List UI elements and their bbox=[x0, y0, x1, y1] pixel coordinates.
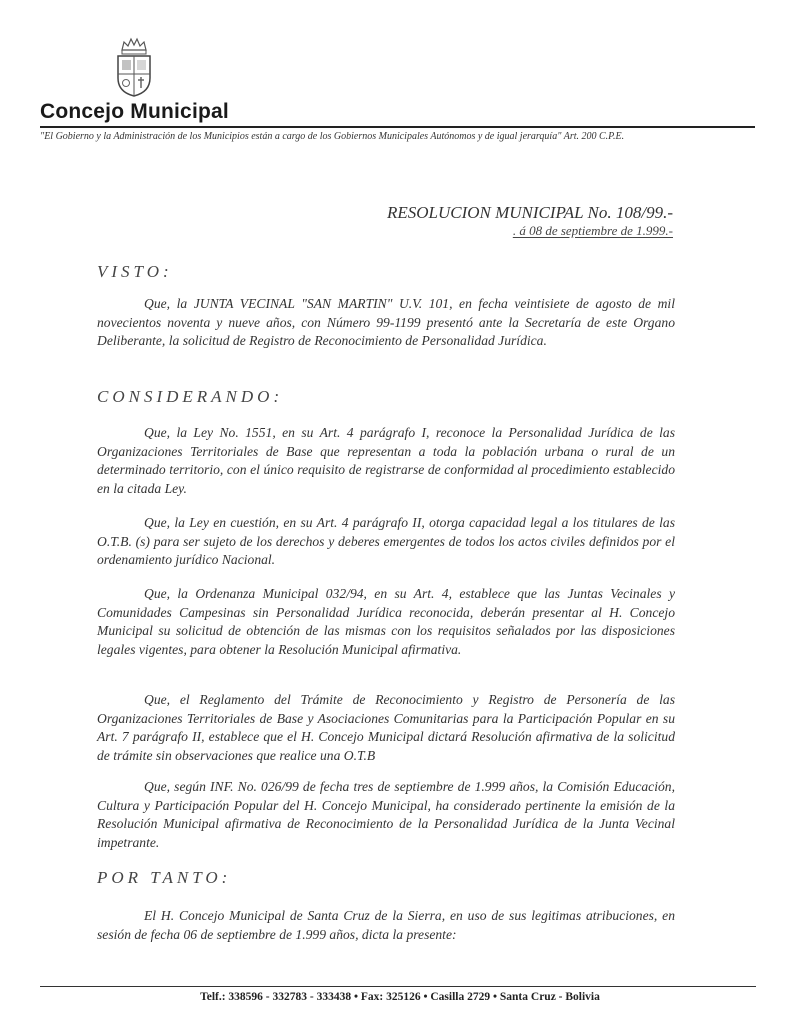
paragraph-considerando-5: Que, según INF. No. 026/99 de fecha tres de septiembre de 1.999 años, la Comisión Educación, Cultura y Participación Popular del H. Concejo Municipal, ha considerado pertinente la emisión de la Resolución Municipal afirmativa de Reconocimiento de la Personalidad Jurídica de la Junta Vecinal impetrante. bbox=[97, 779, 675, 850]
footer-divider bbox=[40, 986, 756, 987]
section-heading-visto: VISTO: bbox=[97, 262, 173, 281]
paragraph-considerando-1: Que, la Ley No. 1551, en su Art. 4 parágrafo I, reconoce la Personalidad Jurídica de las Organizaciones Territoriales de Base que representan a toda la población urbana o rural de un determinado territorio, con el único requisito de registrarse de conformidad al procedimiento establecido en la citada Ley. bbox=[97, 425, 675, 496]
paragraph-considerando-2: Que, la Ley en cuestión, en su Art. 4 parágrafo II, otorga capacidad legal a los titulares de las O.T.B. (s) para ser sujeto de los derechos y deberes emergentes de todos los actos civiles definidos por el ordenamiento jurídico Nacional. bbox=[97, 515, 675, 568]
paragraph-considerando-4: Que, el Reglamento del Trámite de Reconocimiento y Registro de Personería de las Organizaciones Territoriales de Base y Asociaciones Comunitarias para la Participación Popular en su Art. 7 parágrafo II, establece que el H. Concejo Municipal dictará Resolución afirmativa de la solicitud de trámite sin observaciones que realice una O.T.B bbox=[97, 692, 675, 763]
paragraph-visto-1: Que, la JUNTA VECINAL "SAN MARTIN" U.V. 101, en fecha veintisiete de agosto de mil novecientos noventa y nueve años, con Número 99-1199 presentó ante la Secretaría de este Organo Deliberante, la solicitud de Registro de Reconocimiento de Personalidad Jurídica. bbox=[97, 296, 675, 349]
organization-name: Concejo Municipal bbox=[40, 100, 229, 123]
paragraph-considerando-3: Que, la Ordenanza Municipal 032/94, en su Art. 4, establece que las Juntas Vecinales y Comunidades Campesinas sin Personalidad Jurídica reconocida, deberán presentar al H. Concejo Municipal su solicitud de obtención de las mismas con los requisitos señalados por las disposiciones legales vigentes, para obtener la Resolución Municipal afirmativa. bbox=[97, 586, 675, 657]
section-heading-por-tanto: POR TANTO: bbox=[97, 868, 232, 887]
section-heading-considerando: CONSIDERANDO: bbox=[97, 387, 284, 406]
letterhead-motto: "El Gobierno y la Administración de los Municipios están a cargo de los Gobiernos Municipales Autónomos y de igual jerarquía" Art. 200 C.P.E. bbox=[40, 131, 625, 142]
coat-of-arms-icon bbox=[114, 36, 154, 98]
paragraph-por-tanto-1: El H. Concejo Municipal de Santa Cruz de la Sierra, en uso de sus legitimas atribuciones, en sesión de fecha 06 de septiembre de 1.999 años, dicta la presente: bbox=[97, 908, 675, 942]
resolution-title: RESOLUCION MUNICIPAL No. 108/99.- bbox=[386, 203, 673, 222]
footer-contact: Telf.: 338596 - 332783 - 333438 • Fax: 325126 • Casilla 2729 • Santa Cruz - Bolivia bbox=[200, 991, 600, 1003]
header-divider bbox=[40, 126, 755, 128]
resolution-date: . á 08 de septiembre de 1.999.- bbox=[512, 223, 673, 238]
